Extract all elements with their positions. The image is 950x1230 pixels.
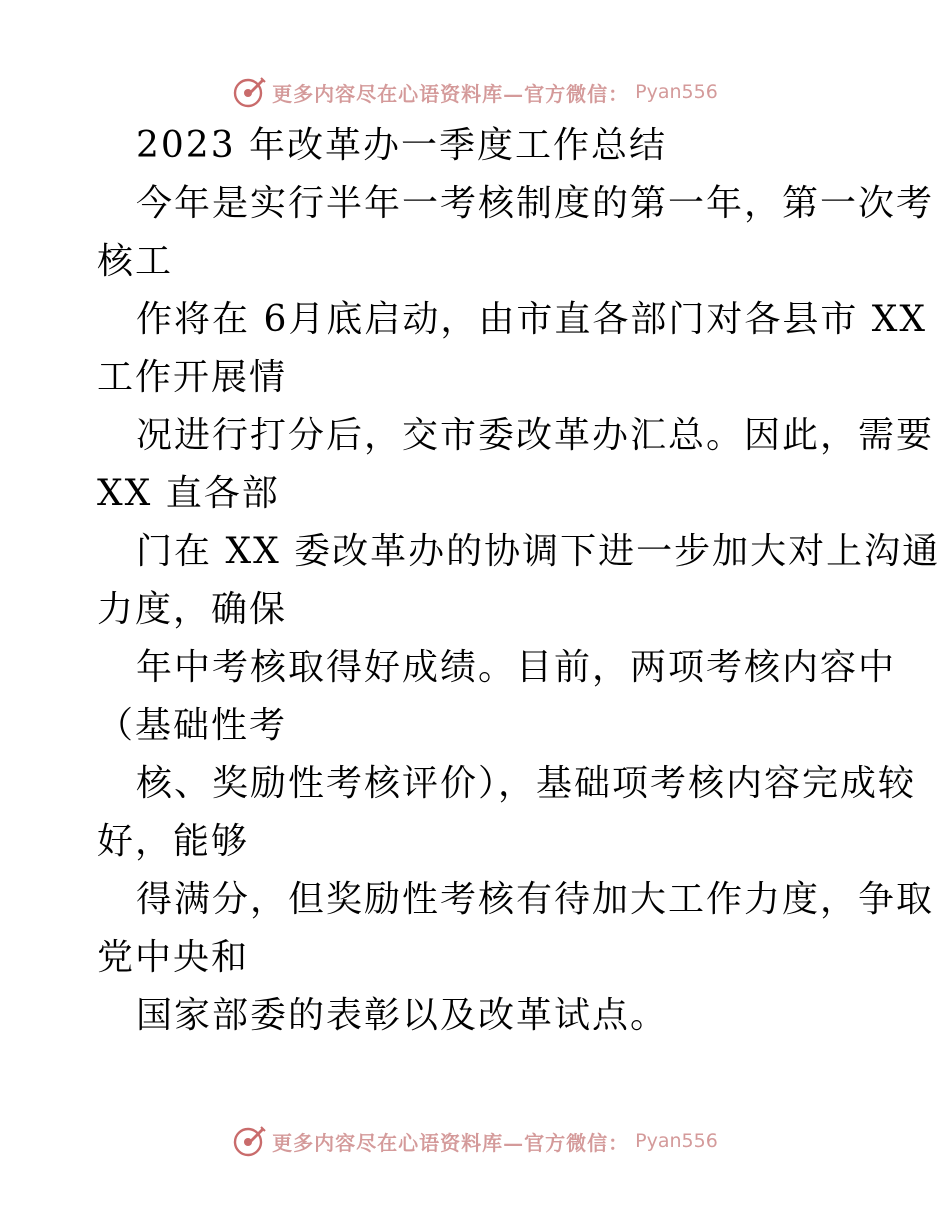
text-line: 今年是实行半年一考核制度的第一年，第一次考 <box>136 183 935 224</box>
watermark-wechat-id: Pyan556 <box>635 81 718 103</box>
text-line: 作将在 6月底启动，由市直各部门对各县市 XX <box>136 299 928 340</box>
text-line: 得满分，但奖励性考核有待加大工作力度，争取 <box>136 879 935 920</box>
text-line: XX 直各部 <box>97 473 280 514</box>
watermark-text: 更多内容尽在心语资料库—官方微信： <box>272 1130 630 1155</box>
header-watermark <box>0 72 950 112</box>
text-line: 工作开展情 <box>97 357 288 398</box>
document-body <box>97 117 941 1045</box>
text-line: 力度，确保 <box>97 589 288 630</box>
pen-logo-icon <box>232 1124 266 1158</box>
text-line: 核、奖励性考核评价），基础项考核内容完成较 <box>136 763 917 804</box>
text-line: （基础性考 <box>97 705 288 746</box>
footer-watermark <box>0 1121 950 1161</box>
text-line: 门在 XX 委改革办的协调下进一步加大对上沟通 <box>136 531 941 572</box>
text-line: 核工 <box>97 241 174 282</box>
text-line: 国家部委的表彰以及改革试点。 <box>136 995 669 1036</box>
pen-logo-icon <box>232 75 266 109</box>
watermark-text: 更多内容尽在心语资料库—官方微信： <box>272 81 630 106</box>
text-line: 年中考核取得好成绩。目前，两项考核内容中 <box>136 647 897 688</box>
watermark-wechat-id: Pyan556 <box>635 1130 718 1152</box>
text-line: 党中央和 <box>97 937 250 978</box>
text-line: 好，能够 <box>97 821 250 862</box>
document-title: 2023 年改革办一季度工作总结 <box>136 125 668 166</box>
text-line: 况进行打分后，交市委改革办汇总。因此，需要 <box>136 415 935 456</box>
